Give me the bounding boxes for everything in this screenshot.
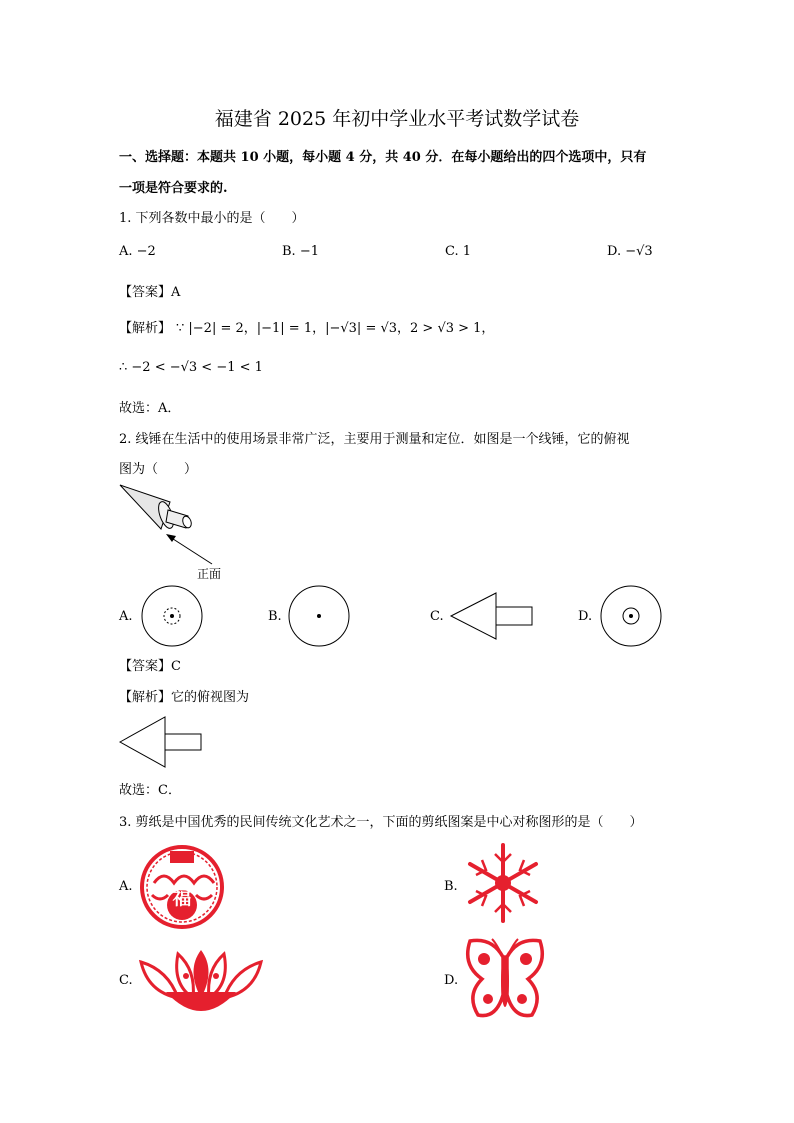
q1-stem: 1. 下列各数中最小的是（ ） — [119, 211, 305, 226]
q2-stem-line1: 2. 线锤在生活中的使用场景非常广泛，主要用于测量和定位．如图是一个线锤，它的俯视 — [119, 432, 630, 447]
q2-option-c-figure — [450, 592, 534, 640]
q1-conclusion: 故选：A． — [119, 401, 181, 416]
q3-option-c-label: C. — [119, 973, 133, 988]
q1-analysis-line1: ∵ |−2| = 2，|−1| = 1，|−√3| = √3，2 > √3 > 1， — [176, 321, 495, 336]
front-direction-arrow — [160, 530, 220, 570]
q3-option-d-papercut-butterfly — [462, 935, 548, 1023]
q3-option-b-papercut-snowflake — [462, 842, 544, 924]
q2-option-b-label: B. — [268, 609, 282, 624]
q2-option-d-figure — [600, 585, 662, 647]
q2-option-d-label: D. — [578, 609, 593, 624]
q3-option-c-papercut-lotus — [138, 940, 264, 1018]
q2-analysis-figure — [119, 716, 205, 768]
section-header-line2: 一项是符合要求的. — [119, 181, 228, 196]
q2-stem-line2: 图为（ ） — [119, 462, 198, 477]
q1-answer: 【答案】A — [119, 285, 181, 300]
q3-option-a-label: A. — [119, 879, 133, 894]
q1-option-d: D. −√3 — [607, 244, 653, 259]
q3-option-d-label: D. — [444, 973, 459, 988]
q2-conclusion: 故选：C． — [119, 783, 181, 798]
q1-analysis-label: 【解析】 — [119, 321, 172, 336]
q2-option-c-label: C. — [430, 609, 444, 624]
q1-option-b: B. −1 — [282, 244, 319, 259]
q2-option-b-figure — [288, 585, 350, 647]
q1-option-c: C. 1 — [445, 244, 472, 259]
q3-stem: 3. 剪纸是中国优秀的民间传统文化艺术之一，下面的剪纸图案是中心对称图形的是（ ） — [119, 815, 643, 830]
q2-answer: 【答案】C — [119, 659, 181, 674]
q3-option-b-label: B. — [444, 879, 458, 894]
medallion-character: 福 — [172, 887, 192, 909]
q1-option-a: A. −2 — [119, 244, 156, 259]
page-title: 福建省 2025 年初中学业水平考试数学试卷 — [214, 108, 580, 130]
q2-option-a-figure — [141, 585, 203, 647]
section-header-line1: 一、选择题：本题共 10 小题，每小题 4 分，共 40 分．在每小题给出的四个选项中，只有 — [119, 150, 647, 165]
q2-option-a-label: A. — [119, 609, 133, 624]
front-label: 正面 — [197, 567, 222, 581]
q2-analysis: 【解析】它的俯视图为 — [119, 690, 250, 705]
q1-analysis-line2: ∴ −2 < −√3 < −1 < 1 — [119, 360, 263, 375]
